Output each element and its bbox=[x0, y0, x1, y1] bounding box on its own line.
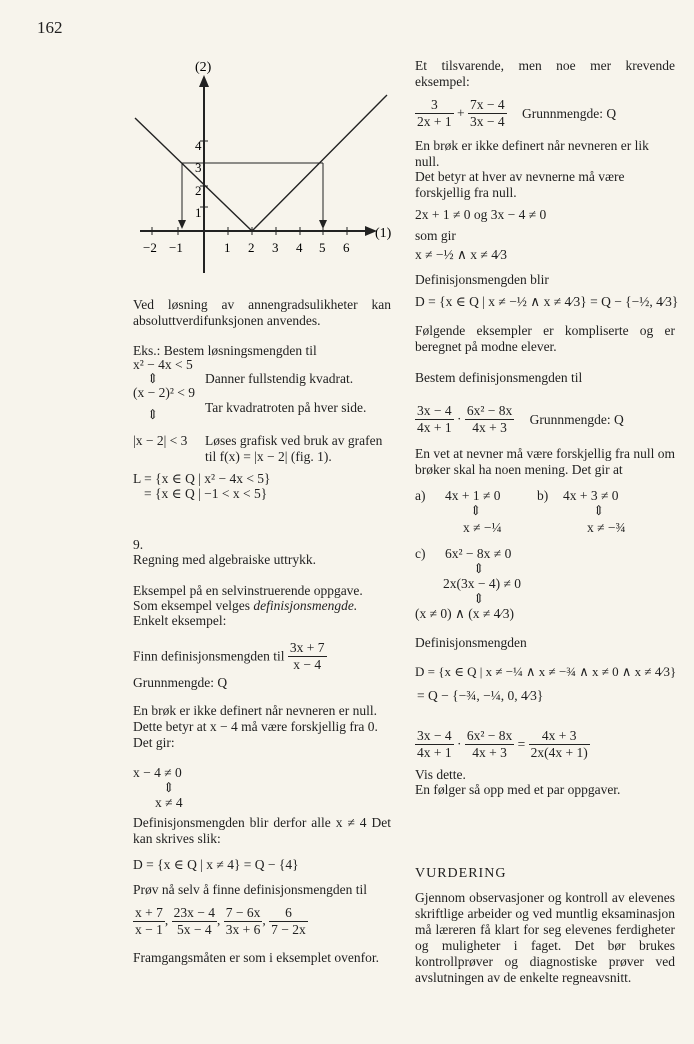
solution-set-result: = {x ∈ Q | −1 < x < 5} bbox=[144, 486, 268, 501]
equivalence-arrow: ⇕ bbox=[593, 503, 605, 518]
y-tick-label: 2 bbox=[195, 183, 202, 198]
fraction: $\frac{3x - 4}{4x + 1}$ bbox=[417, 728, 452, 760]
task-prompt: Finn definisjonsmengden til $\frac{3x + 7}{x - 4}$ bbox=[133, 640, 325, 672]
step-note: Tar kvadratroten på hver side. bbox=[205, 400, 367, 415]
x-tick-label: 5 bbox=[319, 240, 326, 255]
assessment-paragraph: Gjennom observasjoner og kontroll av elevenes skriftlige arbeider og ved muntlig eksaminasjon må læreren få klart for seg elevenes ferdigheter og muligheter i faget. Det bør brukes kontrollprøver og diagnostiske prøver ved avslutningen av de enkelte regneavsnitt. bbox=[415, 890, 675, 985]
text-line: Definisjonsmengden blir bbox=[415, 272, 549, 287]
equivalence-arrow: ⇕ bbox=[147, 371, 159, 386]
fraction-product: $\frac{3x - 4}{4x + 1}$ · $\frac{\text{6x² − 8x}}{4x + 3}$ Grunnmengde: Q bbox=[417, 403, 624, 435]
x-tick-label: 2 bbox=[248, 240, 255, 255]
intro-paragraph: Ved løsning av annengradsulikheter kan absoluttverdifunksjonen anvendes. bbox=[133, 297, 391, 328]
example-intro: Eksempel på en selvinstruerende oppgave. bbox=[133, 583, 363, 598]
case-line: 6x² − 8x ≠ 0 bbox=[445, 546, 512, 561]
domain-expression: D = {x ∈ Q | x ≠ 4} = Q − {4} bbox=[133, 857, 299, 872]
explanation-paragraph: En brøk er ikke definert når nevneren er null. Dette betyr at x − 4 må være forskjellig fra 0. Det gir: bbox=[133, 703, 378, 750]
page-number: 162 bbox=[37, 18, 63, 37]
down-arrow-icon bbox=[178, 220, 186, 229]
x-tick-label: 4 bbox=[296, 240, 303, 255]
step-line: x − 4 ≠ 0 bbox=[133, 765, 182, 780]
case-label: b) bbox=[537, 488, 549, 503]
y-axis-label: (2) bbox=[195, 60, 212, 75]
example-heading: Eks.: Bestem løsningsmengden til bbox=[133, 343, 317, 358]
section-title: Regning med algebraiske uttrykk. bbox=[133, 552, 316, 567]
down-arrow-icon bbox=[319, 220, 327, 229]
case-line: 4x + 3 ≠ 0 bbox=[563, 488, 619, 503]
fraction: $\frac{23x - 4}{5x - 4}$ bbox=[173, 905, 215, 937]
explanation-paragraph: En brøk er ikke definert når nevneren er lik null. bbox=[415, 138, 649, 169]
case-line: (x ≠ 0) ∧ (x ≠ 4⁄3) bbox=[415, 606, 514, 621]
inequality-3: |x − 2| < 3 bbox=[133, 433, 188, 448]
x-axis-label: (1) bbox=[375, 226, 392, 241]
try-prompt: Prøv nå selv å finne definisjonsmengden til bbox=[133, 882, 367, 897]
fraction: $\frac{3x + 7}{x - 4}$ bbox=[289, 640, 325, 672]
fraction: $\frac{7x - 4}{3x - 4}$ bbox=[470, 97, 505, 129]
step-note: Løses grafisk ved bruk av grafen til f(x) = |x − 2| (fig. 1). bbox=[205, 433, 383, 464]
equivalence-arrow: ⇕ bbox=[163, 780, 175, 795]
fraction-identity: $\frac{3x - 4}{4x + 1}$ · $\frac{\text{6x² − 8x}}{4x + 3}$ = $\frac{4x + 3}{2x(4x + 1)}$ bbox=[417, 728, 588, 760]
case-line: x ≠ −¼ bbox=[463, 520, 502, 535]
equivalence-arrow: ⇕ bbox=[473, 561, 485, 576]
fraction: $\frac{4x + 3}{2x(4x + 1)}$ bbox=[530, 728, 588, 760]
y-axis-arrow-icon bbox=[199, 75, 209, 87]
fraction: $\frac{3}{2x + 1}$ bbox=[417, 97, 452, 129]
procedure-note: Framgangsmåten er som i eksemplet ovenfor. bbox=[133, 950, 379, 965]
condition-line: 2x + 1 ≠ 0 og 3x − 4 ≠ 0 bbox=[415, 207, 547, 222]
case-label: a) bbox=[415, 488, 426, 503]
explanation-paragraph: En vet at nevner må være forskjellig fra null om brøker skal ha noen mening. Det gir at bbox=[415, 446, 675, 477]
step-note: Danner fullstendig kvadrat. bbox=[205, 371, 354, 386]
y-tick-label: 3 bbox=[195, 160, 202, 175]
base-set: Grunnmengde: Q bbox=[133, 675, 228, 690]
text-line: Definisjonsmengden bbox=[415, 635, 527, 650]
x-tick-label: 3 bbox=[272, 240, 279, 255]
fraction-list: $\frac{x + 7}{x - 1}$ , $\frac{23x - 4}{5x - 4}$ , $\frac{7 - 6x}{3x + 6}$ , $\frac{6}{7 - 2x}$ bbox=[135, 905, 306, 937]
case-line: 2x(3x − 4) ≠ 0 bbox=[443, 576, 522, 591]
explanation-paragraph: Det betyr at hver av nevnerne må være forskjellig fra null. bbox=[415, 169, 625, 200]
condition-line: x ≠ −½ ∧ x ≠ 4⁄3 bbox=[415, 247, 507, 262]
section-heading: VURDERING bbox=[415, 866, 507, 881]
domain-expression: D = {x ∈ Q | x ≠ −¼ ∧ x ≠ −¾ ∧ x ≠ 0 ∧ x ≠ 4⁄3} bbox=[415, 664, 677, 679]
step-line: x ≠ 4 bbox=[155, 795, 183, 810]
y-tick-label: 1 bbox=[195, 205, 202, 220]
x-tick-label: −1 bbox=[169, 240, 183, 255]
fraction: $\frac{3x - 4}{4x + 1}$ bbox=[417, 403, 452, 435]
case-label: c) bbox=[415, 546, 426, 561]
domain-expression: = Q − {−¾, −¼, 0, 4⁄3} bbox=[417, 688, 544, 703]
inequality-2: (x − 2)² < 9 bbox=[133, 385, 196, 400]
fraction-sum: $\frac{3}{2x + 1}$ + $\frac{7x - 4}{3x - 4}$ Grunnmengde: Q bbox=[417, 97, 617, 129]
example-intro: Som eksempel velges definisjonsmengde. bbox=[133, 598, 358, 613]
y-tick-label: 4 bbox=[195, 138, 202, 153]
fraction: $\frac{\text{6x² − 8x}}{4x + 3}$ bbox=[466, 403, 513, 435]
text-line: Vis dette. bbox=[415, 767, 466, 782]
example-intro: Enkelt eksempel: bbox=[133, 613, 227, 628]
definition-paragraph: Definisjonsmengden blir derfor alle x ≠ 4 Det kan skrives slik: bbox=[133, 815, 391, 846]
fraction: $\frac{x + 7}{x - 1}$ bbox=[135, 905, 163, 937]
x-tick-label: 6 bbox=[343, 240, 350, 255]
fraction: $\frac{7 - 6x}{3x + 6}$ bbox=[225, 905, 261, 937]
text-line: som gir bbox=[415, 228, 456, 243]
inequality-1: x² − 4x < 5 bbox=[133, 357, 193, 372]
section-number: 9. bbox=[133, 537, 144, 552]
case-line: x ≠ −¾ bbox=[587, 520, 626, 535]
fraction: $\frac{6}{7 - 2x}$ bbox=[271, 905, 306, 937]
solution-set: L = {x ∈ Q | x² − 4x < 5} bbox=[133, 471, 271, 486]
case-line: 4x + 1 ≠ 0 bbox=[445, 488, 501, 503]
intro-paragraph: Et tilsvarende, men noe mer krevende eksempel: bbox=[415, 58, 675, 89]
equivalence-arrow: ⇕ bbox=[473, 591, 485, 606]
domain-expression: D = {x ∈ Q | x ≠ −½ ∧ x ≠ 4⁄3} = Q − {−½, 4⁄3} bbox=[415, 294, 679, 309]
equivalence-arrow: ⇕ bbox=[147, 407, 159, 422]
advanced-note: Følgende eksempler er kompliserte og er beregnet på modne elever. bbox=[415, 323, 675, 354]
fraction: $\frac{\text{6x² − 8x}}{4x + 3}$ bbox=[466, 728, 513, 760]
task-prompt: Bestem definisjonsmengden til bbox=[415, 370, 583, 385]
equivalence-arrow: ⇕ bbox=[470, 503, 482, 518]
text-line: En følger så opp med et par oppgaver. bbox=[415, 782, 621, 797]
x-tick-label: −2 bbox=[143, 240, 157, 255]
x-tick-label: 1 bbox=[224, 240, 231, 255]
